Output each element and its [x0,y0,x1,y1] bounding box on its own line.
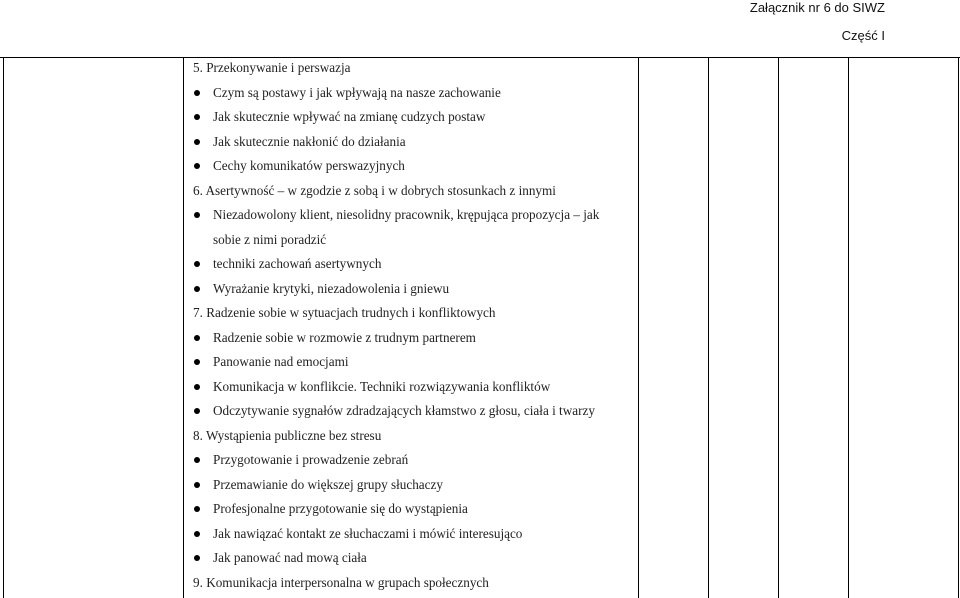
bullet-icon [194,531,200,537]
row-text: Czym są postawy i jak wpływają na nasze zachowanie [213,84,501,100]
row-text: Niezadowolony klient, niesolidny pracownik, krępująca propozycja – jak [213,207,600,222]
table-col-line [708,57,709,598]
row-text: Panowanie nad emocjami [213,354,349,369]
bullet-icon [194,408,200,414]
bullet-icon [194,90,200,96]
table-col-line [183,57,184,598]
row-text: techniki zachowań asertywnych [213,256,382,271]
table-col-line [3,57,4,598]
row-text: Radzenie sobie w rozmowie z trudnym partnerem [213,329,476,345]
bullet-icon [194,163,200,169]
bullet-icon [194,335,200,341]
bullet-icon [194,212,200,218]
table-col-line [958,57,959,598]
row-text: Jak nawiązać kontakt ze słuchaczami i mówić interesująco [213,525,523,541]
table-col-line [848,57,849,598]
row-text: Cechy komunikatów perswazyjnych [213,158,405,173]
bullet-icon [194,457,200,463]
row-text: Przemawianie do większej grupy słuchaczy [213,476,443,492]
table-col-line [638,57,639,598]
row-text: Przygotowanie i prowadzenie zebrań [213,452,409,467]
curriculum-table [0,57,960,598]
row-text: 9. Komunikacja interpersonalna w grupach społecznych [193,574,489,590]
row-text: Odczytywanie sygnałów zdradzających kłamstwo z głosu, ciała i twarzy [213,403,595,418]
row-text: Jak panować nad mową ciała [213,550,367,565]
bullet-icon [194,261,200,267]
bullet-icon [194,384,200,390]
attachment-header: Załącznik nr 6 do SIWZ [749,0,885,15]
row-text: 8. Wystąpienia publiczne bez stresu [193,427,382,443]
bullet-icon [194,139,200,145]
row-text: 7. Radzenie sobie w sytuacjach trudnych i konfliktowych [193,305,496,320]
bullet-icon [194,555,200,561]
row-text: 6. Asertywność – w zgodzie z sobą i w dobrych stosunkach z innymi [193,182,556,198]
row-text: Jak skutecznie nakłonić do działania [213,133,406,149]
part-header: Część I [841,28,885,43]
row-text: sobie z nimi poradzić [213,231,327,247]
row-text: Jak skutecznie wpływać na zmianę cudzych postaw [213,109,486,124]
bullet-icon [194,114,200,120]
bullet-icon [194,286,200,292]
table-col-line [778,57,779,598]
bullet-icon [194,506,200,512]
bullet-icon [194,359,200,365]
row-text: 5. Przekonywanie i perswazja [193,60,351,75]
row-text: Wyrażanie krytyki, niezadowolenia i gniewu [213,280,450,296]
row-text: Profesjonalne przygotowanie się do wystąpienia [213,501,468,516]
table-top-border [0,57,960,58]
row-text: Komunikacja w konflikcie. Techniki rozwiązywania konfliktów [213,378,551,394]
bullet-icon [194,482,200,488]
